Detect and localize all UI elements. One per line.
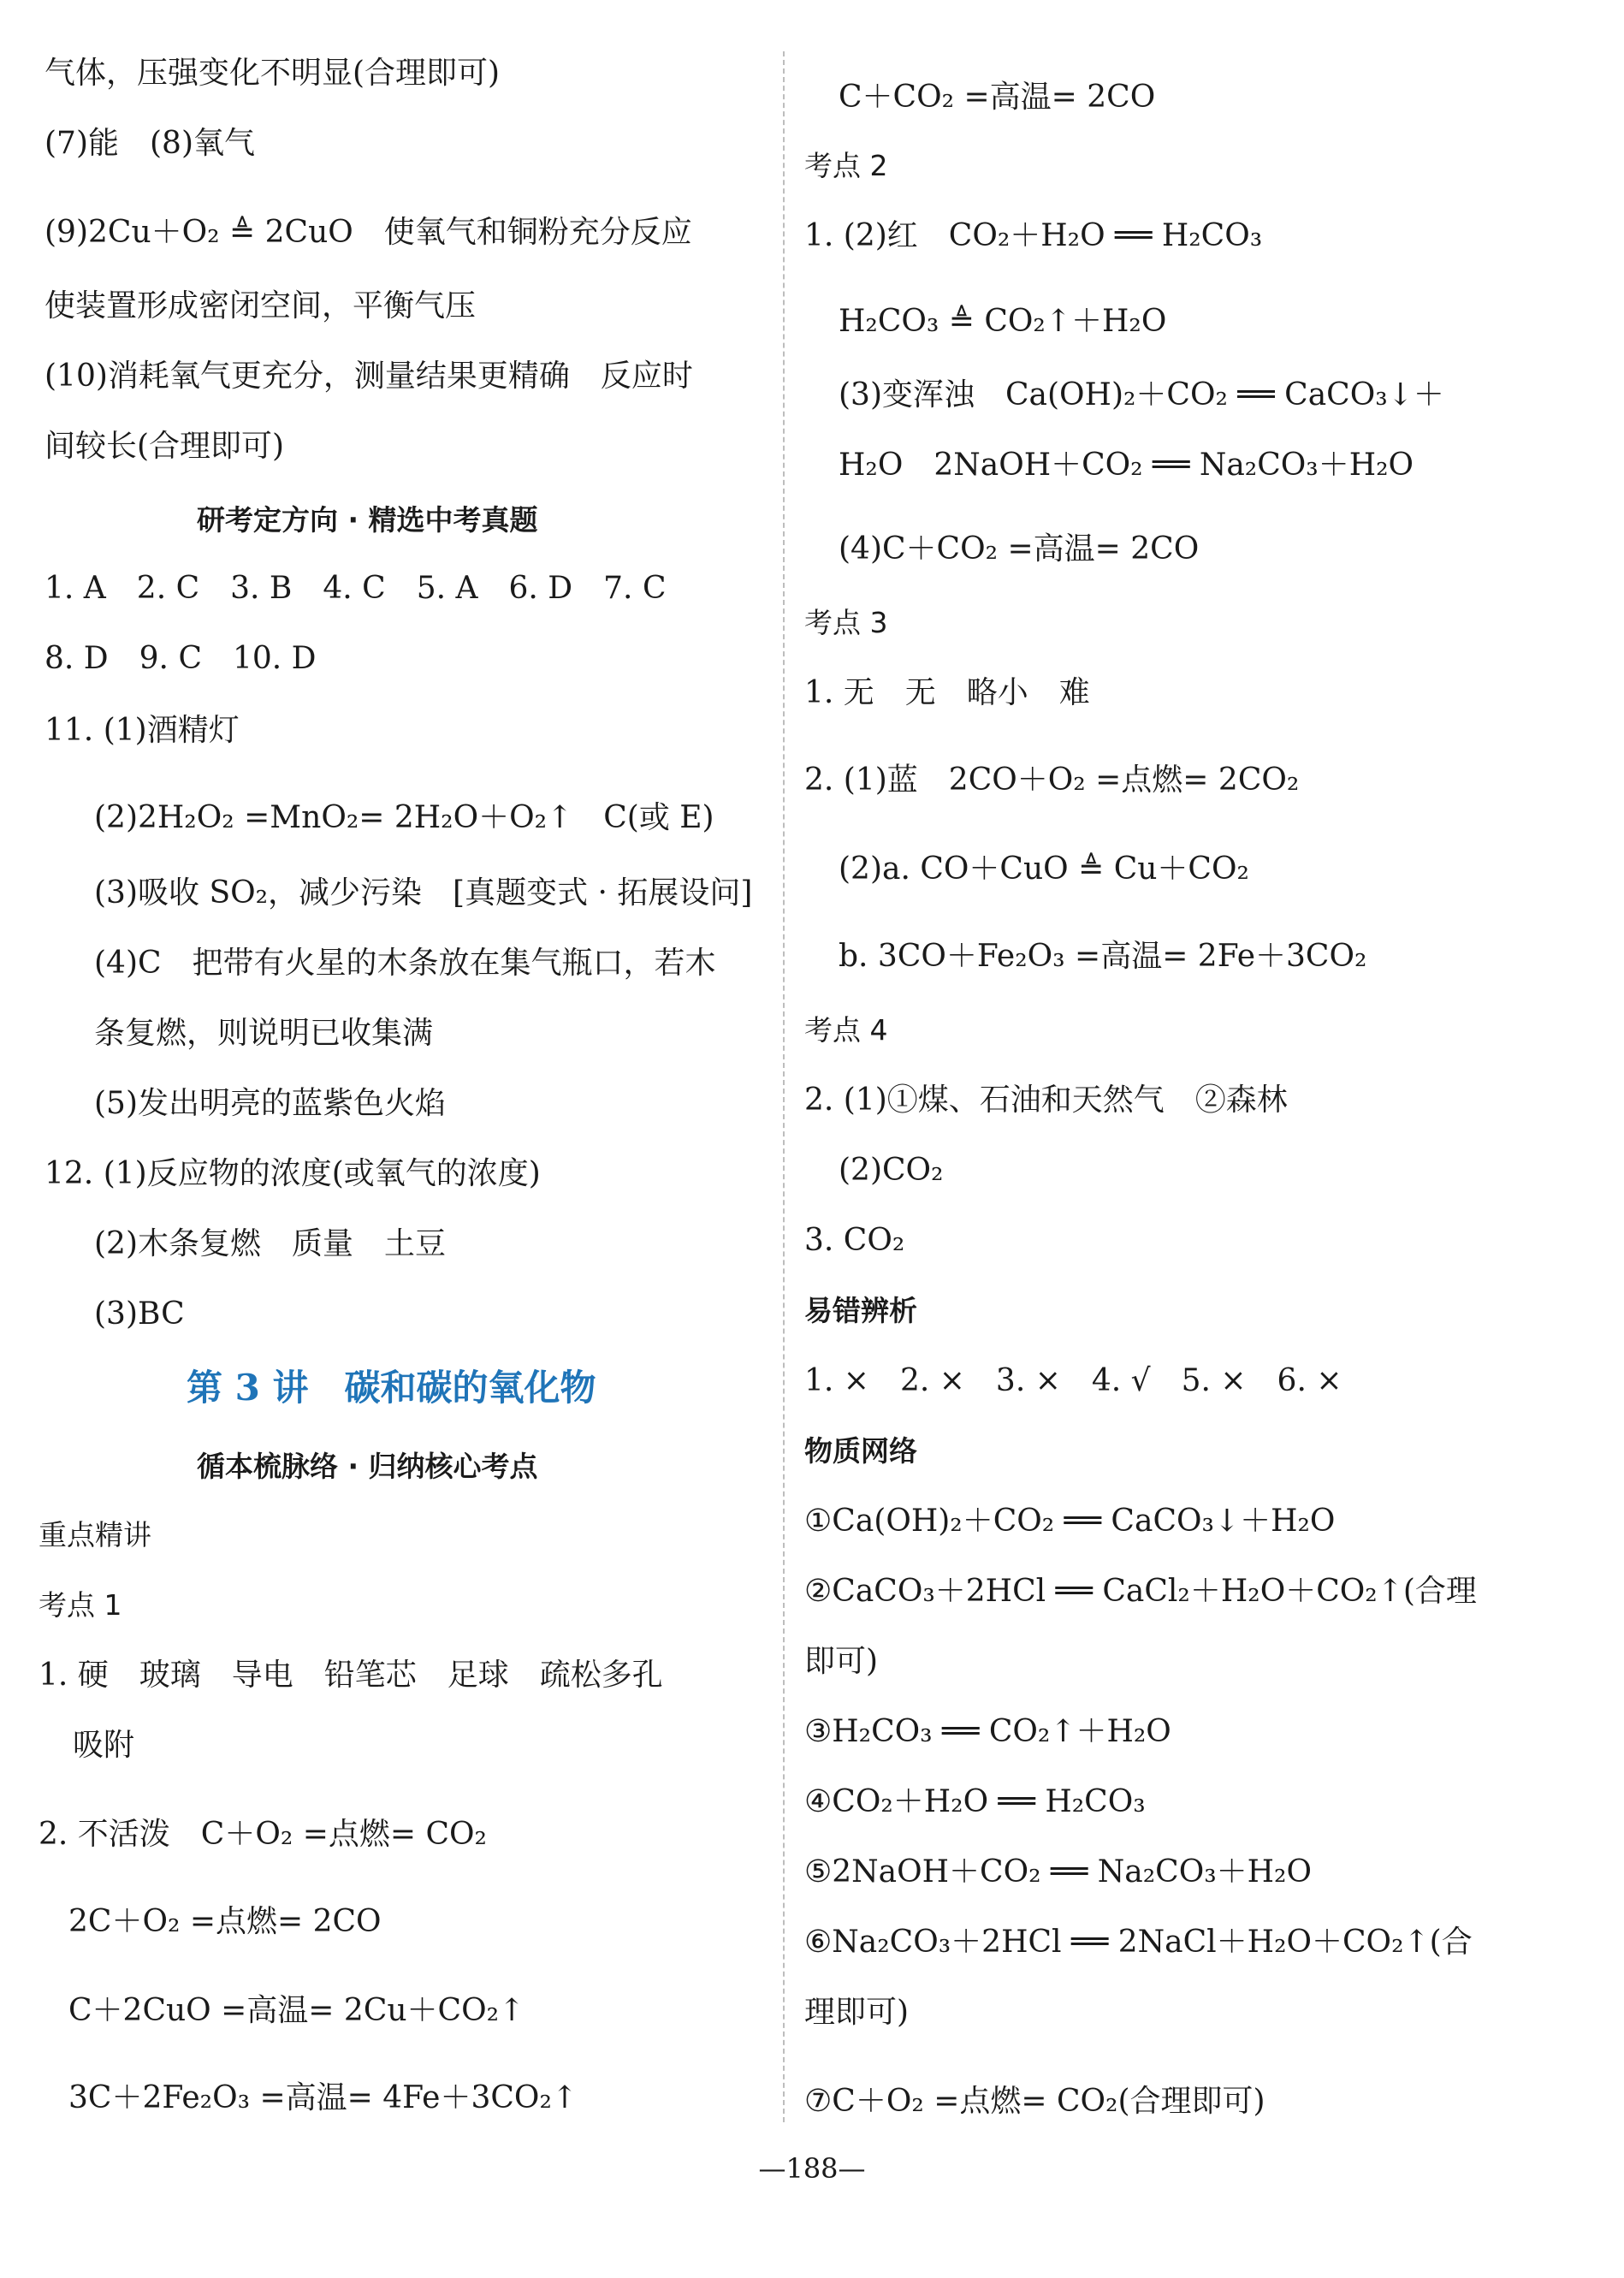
text-line: 使装置形成密闭空间，平衡气压 (44, 288, 477, 323)
text-line: 12. (1)反应物的浓度(或氧气的浓度) (44, 1156, 541, 1191)
text-line: 理即可) (804, 1995, 910, 2030)
equation-line: b. 3CO＋Fe₂O₃ =高温= 2Fe＋3CO₂ (839, 939, 1367, 974)
equation-line: 2C＋O₂ =点燃= 2CO (68, 1904, 382, 1939)
equation-line: 1. (2)红 CO₂＋H₂O ══ H₂CO₃ (804, 218, 1263, 253)
equation-line: H₂O 2NaOH＋CO₂ ══ Na₂CO₃＋H₂O (839, 448, 1414, 483)
text-line: (9)2Cu＋O₂ ≜ 2CuO 使氧气和铜粉充分反应 (44, 215, 692, 250)
text-line: (2)2H₂O₂ =MnO₂= 2H₂O＋O₂↑ C(或 E) (94, 800, 714, 835)
equation-line: ③H₂CO₃ ══ CO₂↑＋H₂O (804, 1714, 1171, 1749)
text-line: 1. 无 无 略小 难 (804, 675, 1090, 710)
equation-line: ⑦C＋O₂ =点燃= CO₂(合理即可) (804, 2084, 1265, 2119)
section-heading: 循本梳脉络 · 归纳核心考点 (197, 1450, 538, 1483)
equation-line: 2. 不活泼 C＋O₂ =点燃= CO₂ (39, 1817, 487, 1852)
section-heading: 研考定方向 · 精选中考真题 (197, 503, 538, 537)
text-line: (7)能 (8)氧气 (44, 126, 255, 161)
equation-line: ①Ca(OH)₂＋CO₂ ══ CaCO₃↓＋H₂O (804, 1504, 1336, 1539)
equation-line: H₂CO₃ ≜ CO₂↑＋H₂O (839, 304, 1167, 339)
text-line: 2. (1)①煤、石油和天然气 ②森林 (804, 1083, 1288, 1118)
text-line: 吸附 (73, 1728, 135, 1763)
subsection-heading: 考点 4 (804, 1013, 888, 1047)
text-line: 条复燃，则说明已收集满 (94, 1016, 434, 1051)
text-line: (2)CO₂ (839, 1153, 944, 1188)
equation-line: 3C＋2Fe₂O₃ =高温= 4Fe＋3CO₂↑ (68, 2080, 578, 2115)
subsection-heading: 重点精讲 (39, 1518, 151, 1551)
text-line: 即可) (804, 1644, 879, 1679)
text-line: 3. CO₂ (804, 1223, 905, 1258)
text-line: 11. (1)酒精灯 (44, 713, 240, 748)
equation-line: C＋CO₂ =高温= 2CO (839, 80, 1156, 115)
equation-line: ⑤2NaOH＋CO₂ ══ Na₂CO₃＋H₂O (804, 1854, 1312, 1889)
text-line: 气体，压强变化不明显(合理即可) (44, 56, 501, 91)
subsection-heading: 考点 2 (804, 149, 888, 182)
text-line: (2)木条复燃 质量 土豆 (94, 1226, 446, 1261)
equation-line: (4)C＋CO₂ =高温= 2CO (839, 531, 1200, 567)
chapter-title: 第 3 讲 碳和碳的氧化物 (187, 1367, 596, 1409)
equation-line: ④CO₂＋H₂O ══ H₂CO₃ (804, 1784, 1146, 1819)
text-line: 1. 硬 玻璃 导电 铅笔芯 足球 疏松多孔 (39, 1658, 663, 1693)
text-line: (4)C 把带有火星的木条放在集气瓶口，若木 (94, 946, 716, 981)
text-line: (3)BC (94, 1296, 185, 1332)
equation-line: (3)变浑浊 Ca(OH)₂＋CO₂ ══ CaCO₃↓＋ (839, 377, 1444, 412)
equation-line: ②CaCO₃＋2HCl ══ CaCl₂＋H₂O＋CO₂↑(合理 (804, 1574, 1477, 1609)
answer-line: 8. D 9. C 10. D (44, 641, 317, 676)
text-line: (10)消耗氧气更充分，测量结果更精确 反应时 (44, 359, 693, 394)
subsection-heading: 考点 3 (804, 606, 888, 639)
answer-line: 1. × 2. × 3. × 4. √ 5. × 6. × (804, 1363, 1342, 1398)
text-line: 间较长(合理即可) (44, 429, 285, 464)
page-number: —188— (758, 2152, 866, 2185)
equation-line: (2)a. CO＋CuO ≜ Cu＋CO₂ (839, 851, 1249, 887)
answer-line: 1. A 2. C 3. B 4. C 5. A 6. D 7. C (44, 571, 667, 606)
subsection-heading: 易错辨析 (804, 1294, 917, 1327)
text-line: (3)吸收 SO₂，减少污染 [真题变式 · 拓展设问] (94, 875, 753, 911)
text-line: (5)发出明亮的蓝紫色火焰 (94, 1086, 446, 1121)
equation-line: C＋2CuO =高温= 2Cu＋CO₂↑ (68, 1993, 525, 2028)
column-divider (783, 51, 785, 2122)
subsection-heading: 考点 1 (39, 1588, 122, 1622)
subsection-heading: 物质网络 (804, 1434, 917, 1468)
equation-line: ⑥Na₂CO₃＋2HCl ══ 2NaCl＋H₂O＋CO₂↑(合 (804, 1925, 1473, 1960)
equation-line: 2. (1)蓝 2CO＋O₂ =点燃= 2CO₂ (804, 762, 1300, 798)
